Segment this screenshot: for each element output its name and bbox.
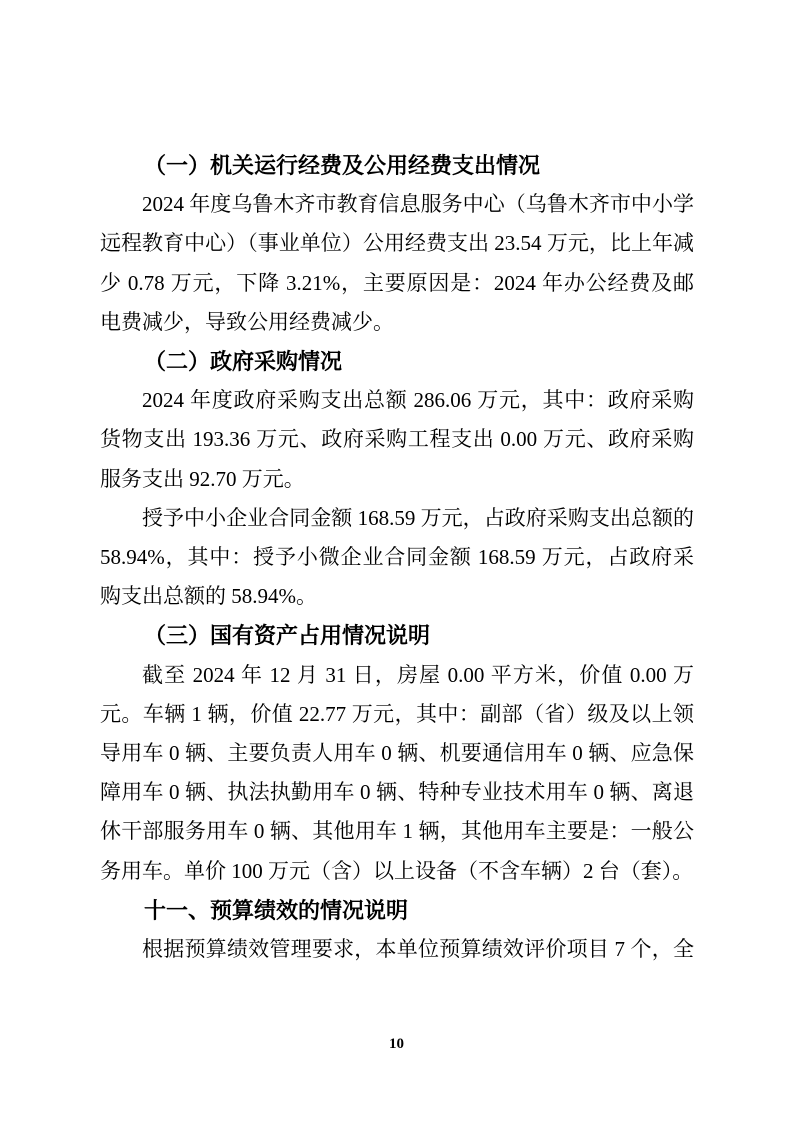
section-heading-budget-performance: 十一、预算绩效的情况说明 xyxy=(144,897,409,923)
paragraph-budget-performance: 根据预算绩效管理要求，本单位预算绩效评价项目 7 个，全 xyxy=(142,937,694,962)
paragraph-state-assets: 截至 2024 年 12 月 31 日，房屋 0.00 平方米，价值 0.00 万元。车辆 1 辆，价值 22.77 万元，其中：副部（省）级及以上领导用车 0 辆、主要负责人用车 0 辆、机要通信用车 0 辆、应急保障用车 0 辆、执法执勤用车 0 辆、特种专业技术用车 0 辆、离退休干部服务用车 0 辆、其他用车 1 辆，其他用车主要是：一般公务用车。单价 100 万元（含）以上设备（不含车辆）2 台（套）。 xyxy=(100,662,694,883)
page-number: 10 xyxy=(389,1036,404,1052)
paragraph-procurement-totals: 2024 年度政府采购支出总额 286.06 万元，其中：政府采购货物支出 193.36 万元、政府采购工程支出 0.00 万元、政府采购服务支出 92.70 万元。 xyxy=(100,388,694,491)
page-footer xyxy=(0,1035,793,1053)
section-heading-agency-operating-expense: （一）机关运行经费及公用经费支出情况 xyxy=(144,153,541,178)
section-heading-government-procurement: （二）政府采购情况 xyxy=(144,349,343,375)
document-body xyxy=(100,146,694,969)
paragraph-agency-operating-expense: 2024 年度乌鲁木齐市教育信息服务中心（乌鲁木齐市中小学远程教育中心）（事业单位）公用经费支出 23.54 万元，比上年减少 0.78 万元，下降 3.21%，主要原因是：2024 年办公经费及邮电费减少，导致公用经费减少。 xyxy=(100,192,694,334)
paragraph-procurement-sme-contracts: 授予中小企业合同金额 168.59 万元，占政府采购支出总额的 58.94%，其中：授予小微企业合同金额 168.59 万元，占政府采购支出总额的 58.94%。 xyxy=(100,505,694,609)
section-heading-state-assets: （三）国有资产占用情况说明 xyxy=(144,623,431,649)
